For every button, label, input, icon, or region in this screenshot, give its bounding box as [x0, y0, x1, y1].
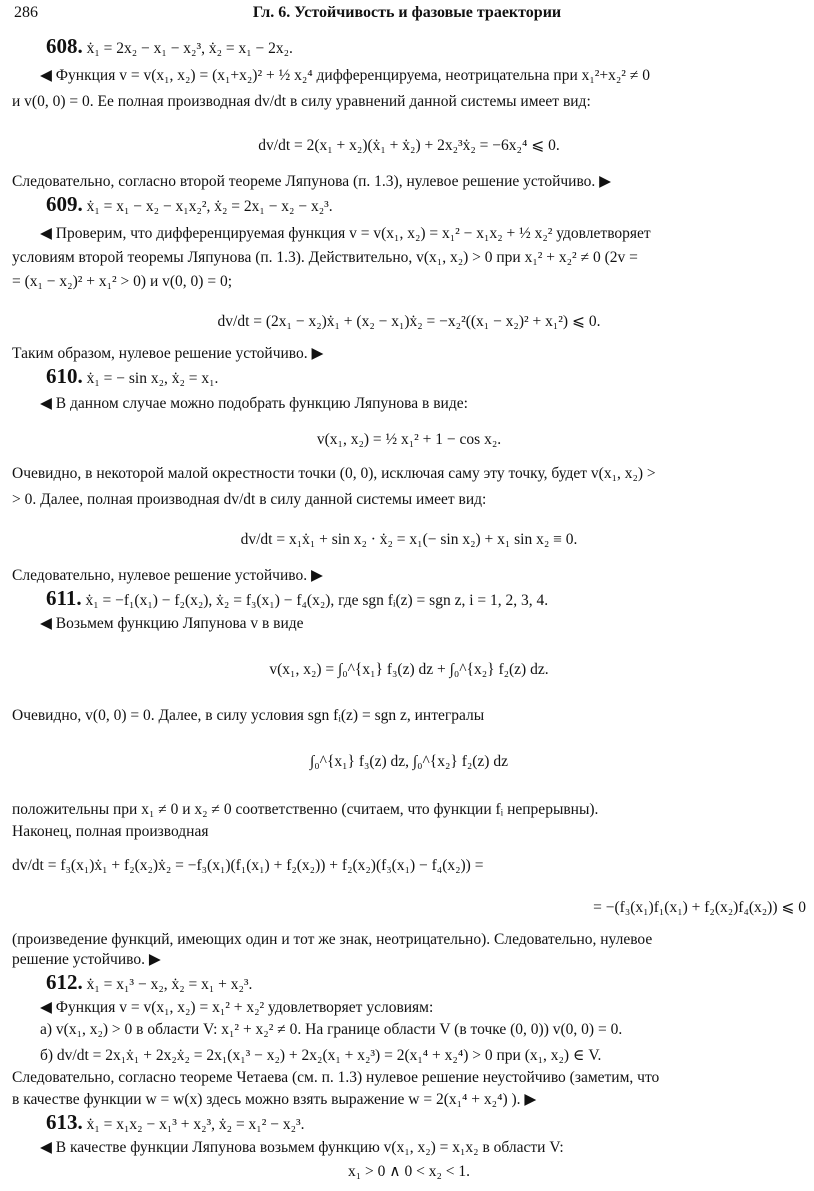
- problem-612-line-2: а) v(x₁, x₂) > 0 в области V: x₁² + x₂² ≠ 0. На границе области V (в точке (0, 0)) v(0, 0) = 0.: [40, 1021, 623, 1038]
- problem-609-number: 609.: [46, 192, 83, 216]
- problem-610-statement: [46, 366, 806, 389]
- problem-612-line-5: в качестве функции w = w(x) здесь можно взять выражение w = 2(x₁⁴ + x₂⁴) ). ▶: [12, 1091, 537, 1108]
- problem-610-number: 610.: [46, 364, 83, 388]
- problem-611-statement: [46, 588, 806, 611]
- problem-610-line-2: Очевидно, в некоторой малой окрестности точки (0, 0), исключая саму эту точку, будет v(x₁, x₂) >: [12, 465, 656, 482]
- problem-611-formula-4: = −(f₃(x₁)f₁(x₁) + f₂(x₂)f₄(x₂)) ⩽ 0: [593, 899, 806, 916]
- problem-612-number: 612.: [46, 970, 83, 994]
- problem-611-line-5: (произведение функций, имеющих один и тот же знак, неотрицательно). Следовательно, нулевое: [12, 931, 653, 948]
- problem-612-line-4: Следовательно, согласно теореме Четаева (см. п. 1.3) нулевое решение неустойчиво (заметим, что: [12, 1069, 660, 1086]
- problem-609-statement: [46, 194, 806, 217]
- problem-613-line-1: ◀ В качестве функции Ляпунова возьмем функцию v(x₁, x₂) = x₁x₂ в области V:: [40, 1139, 564, 1156]
- problem-611-formula-1: v(x₁, x₂) = ∫₀^{x₁} f₃(z) dz + ∫₀^{x₂} f₂(z) dz.: [269, 661, 549, 678]
- problem-611-equation: ẋ₁ = −f₁(x₁) − f₂(x₂), ẋ₂ = f₃(x₁) − f₄(x₂), где sgn fᵢ(z) = sgn z, i = 1, 2, 3, 4.: [85, 592, 549, 609]
- problem-611-line-3: положительны при x₁ ≠ 0 и x₂ ≠ 0 соответственно (считаем, что функции fᵢ непрерывны).: [12, 801, 599, 818]
- problem-612-statement: [46, 972, 806, 995]
- problem-608-line-1: ◀ Функция v = v(x₁, x₂) = (x₁+x₂)² + ½ x₂⁴ дифференцируема, неотрицательна при x₁²+x₂² ≠ 0: [40, 67, 650, 84]
- problem-611-formula-2: ∫₀^{x₁} f₃(z) dz, ∫₀^{x₂} f₂(z) dz: [310, 753, 508, 770]
- problem-608-equation: ẋ₁ = 2x₂ − x₁ − x₂³, ẋ₂ = x₁ − 2x₂.: [86, 40, 293, 57]
- problem-613-statement: [46, 1112, 806, 1135]
- problem-613-condition: x₁ > 0 ∧ 0 < x₂ < 1.: [347, 1163, 470, 1180]
- problem-613-number: 613.: [46, 1110, 83, 1134]
- problem-610-conclusion: Следовательно, нулевое решение устойчиво. ▶: [12, 567, 323, 584]
- problem-611-formula-3: dv/dt = f₃(x₁)ẋ₁ + f₂(x₂)ẋ₂ = −f₃(x₁)(f₁(x₁) + f₂(x₂)) + f₂(x₂)(f₃(x₁) − f₄(x₂)) =: [12, 857, 484, 874]
- problem-611-number: 611.: [46, 586, 82, 610]
- problem-608-conclusion: Следовательно, согласно второй теореме Ляпунова (п. 1.3), нулевое решение устойчиво. ▶: [12, 173, 612, 190]
- problem-610-line-3: > 0. Далее, полная производная dv/dt в силу данной системы имеет вид:: [12, 491, 487, 508]
- problem-613-equation: ẋ₁ = x₁x₂ − x₁³ + x₂³, ẋ₂ = x₁² − x₂³.: [86, 1116, 305, 1133]
- problem-612-line-3: б) dv/dt = 2x₁ẋ₁ + 2x₂ẋ₂ = 2x₁(x₁³ − x₂) + 2x₂(x₁ + x₂³) = 2(x₁⁴ + x₂⁴) > 0 при (x₁, x₂) ∈ V.: [40, 1047, 602, 1064]
- problem-609-line-1: ◀ Проверим, что дифференцируемая функция v = v(x₁, x₂) = x₁² − x₁x₂ + ½ x₂² удовлетворяет: [40, 225, 651, 242]
- running-title: Гл. 6. Устойчивость и фазовые траектории: [252, 4, 562, 21]
- problem-610-formula-1: v(x₁, x₂) = ½ x₁² + 1 − cos x₂.: [316, 431, 502, 448]
- problem-612-equation: ẋ₁ = x₁³ − x₂, ẋ₂ = x₁ + x₂³.: [86, 976, 253, 993]
- page-number: 286: [14, 4, 38, 21]
- problem-610-line-1: ◀ В данном случае можно подобрать функцию Ляпунова в виде:: [40, 395, 468, 412]
- problem-608-line-2: и v(0, 0) = 0. Ее полная производная dv/dt в силу уравнений данной системы имеет вид:: [12, 93, 591, 110]
- problem-611-line-1: ◀ Возьмем функцию Ляпунова v в виде: [40, 615, 304, 632]
- problem-608-statement: [46, 36, 806, 59]
- problem-608-formula: dv/dt = 2(x₁ + x₂)(ẋ₁ + ẋ₂) + 2x₂³ẋ₂ = −6x₂⁴ ⩽ 0.: [258, 137, 560, 154]
- problem-609-equation: ẋ₁ = x₁ − x₂ − x₁x₂², ẋ₂ = 2x₁ − x₂ − x₂³.: [86, 198, 333, 215]
- problem-611-line-4: Наконец, полная производная: [12, 823, 209, 840]
- problem-609-line-3: = (x₁ − x₂)² + x₁² > 0) и v(0, 0) = 0;: [12, 273, 232, 290]
- problem-610-formula-2: dv/dt = x₁ẋ₁ + sin x₂ · ẋ₂ = x₁(− sin x₂) + x₁ sin x₂ ≡ 0.: [240, 531, 578, 548]
- problem-610-equation: ẋ₁ = − sin x₂, ẋ₂ = x₁.: [86, 370, 219, 387]
- problem-609-line-2: условиям второй теоремы Ляпунова (п. 1.3). Действительно, v(x₁, x₂) > 0 при x₁² + x₂² ≠ 0 (2v =: [12, 249, 638, 266]
- problem-611-line-2: Очевидно, v(0, 0) = 0. Далее, в силу условия sgn fᵢ(z) = sgn z, интегралы: [12, 707, 485, 724]
- problem-611-conclusion: решение устойчиво. ▶: [12, 951, 161, 968]
- problem-612-line-1: ◀ Функция v = v(x₁, x₂) = x₁² + x₂² удовлетворяет условиям:: [40, 999, 434, 1016]
- problem-609-conclusion: Таким образом, нулевое решение устойчиво. ▶: [12, 345, 324, 362]
- problem-609-formula: dv/dt = (2x₁ − x₂)ẋ₁ + (x₂ − x₁)ẋ₂ = −x₂²((x₁ − x₂)² + x₁²) ⩽ 0.: [217, 313, 601, 330]
- problem-608-number: 608.: [46, 34, 83, 58]
